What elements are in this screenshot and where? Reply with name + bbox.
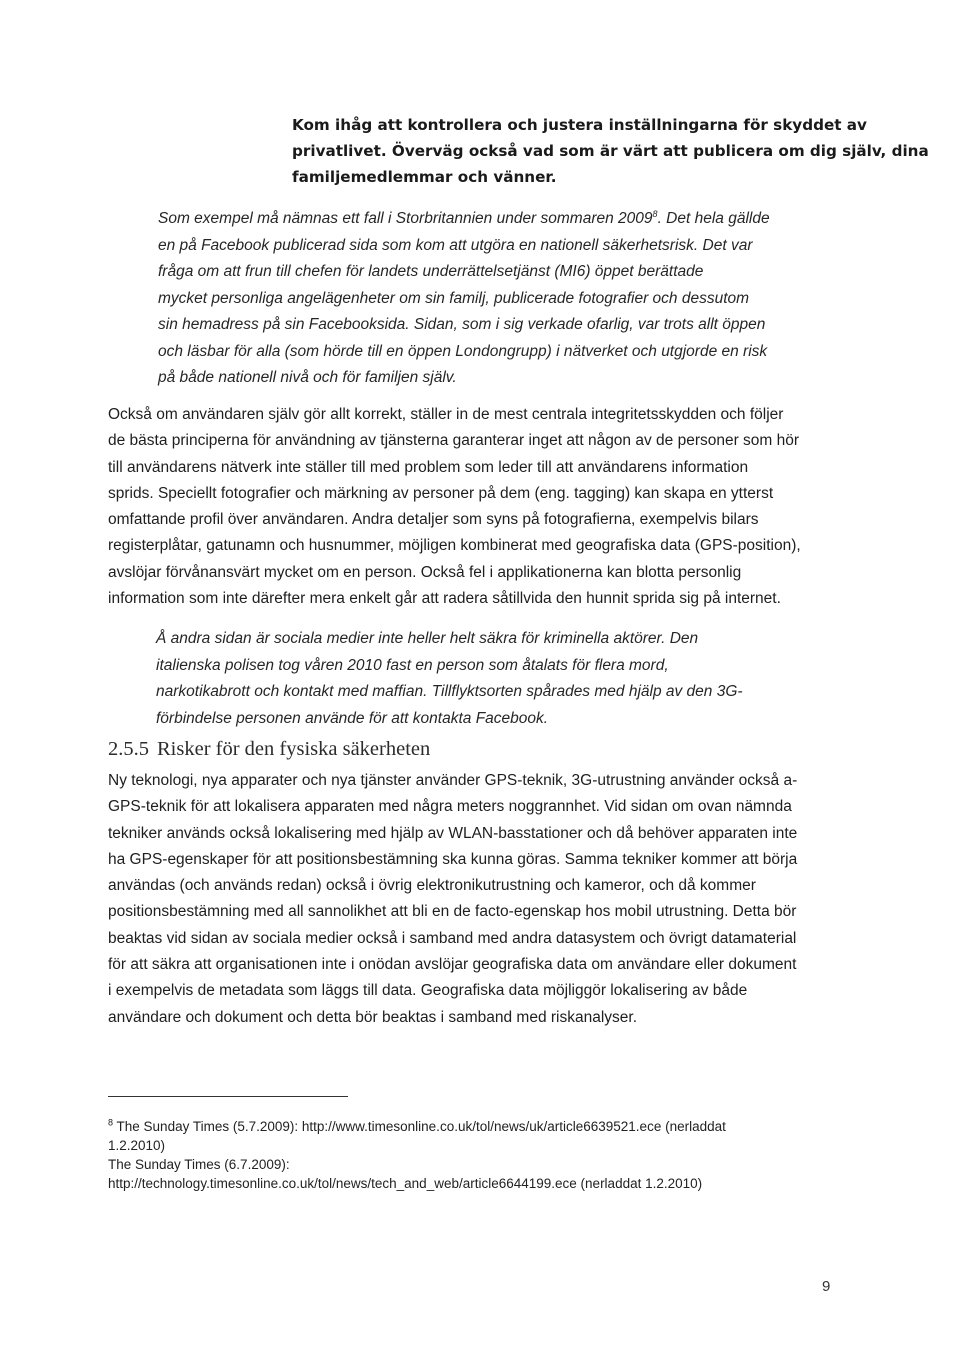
paragraph-line: för att säkra att organisationen inte i onödan avslöjar geografiska data om användare eller dokument: [108, 956, 797, 974]
quote-line: förbindelse personen använde för att kontakta Facebook.: [156, 709, 549, 727]
quote-text: Som exempel må nämnas ett fall i Storbritannien under sommaren 2009: [158, 210, 653, 227]
quote-line: narkotikabrott och kontakt med maffian. Tillflyktsorten spårades med hjälp av den 3G-: [156, 683, 743, 700]
paragraph-line: Också om användaren själv gör allt korrekt, ställer in de mest centrala integritetsskydden och följer: [108, 406, 784, 423]
paragraph-line: GPS-teknik för att lokalisera apparaten med några meters noggrannhet. Vid sidan om ovan nämnda: [108, 798, 792, 816]
example-quote-mi6: [158, 206, 808, 392]
paragraph-line: användare och dokument och detta bör beaktas i samband med riskanalyser.: [108, 1008, 638, 1026]
paragraph-line: beaktas vid sidan av sociala medier också i samband med andra datasystem och övrigt datamaterial: [108, 929, 797, 947]
example-quote-italian-police: [156, 626, 796, 732]
footnote-reference[interactable]: 8: [652, 208, 658, 219]
paragraph-line: de bästa principerna för användning av tjänsterna garanterar inget att någon av de personer som hör: [108, 432, 800, 450]
body-paragraph-gps: [108, 768, 848, 1031]
footnote-text[interactable]: The Sunday Times (5.7.2009): http://www.timesonline.co.uk/tol/news/uk/article6639521.ece (nerladdat: [116, 1119, 726, 1134]
section-title: Risker för den fysiska säkerheten: [157, 738, 431, 760]
body-paragraph-network-risk: [108, 402, 848, 612]
footnote-divider: [108, 1096, 348, 1097]
footnote-line: The Sunday Times (6.7.2009):: [108, 1157, 290, 1172]
quote-line: och läsbar för alla (som hörde till en öppen Londongrupp) i nätverket och utgjorde en risk: [158, 342, 768, 360]
quote-line: mycket personliga angelägenheter om sin familj, publicerade fotografier och dessutom: [158, 289, 750, 307]
footnote-line: [108, 1117, 838, 1136]
paragraph-line: positionsbestämning med all sannolikhet att bli en de facto-egenskap hos mobil utrustning. Detta bör: [108, 903, 797, 921]
paragraph-line: ha GPS-egenskaper för att positionsbestämning ska kunna göras. Samma tekniker kommer att börja: [108, 850, 798, 868]
footnote: [108, 1117, 838, 1193]
quote-line: sin hemadress på sin Facebooksida. Sidan, som i sig verkade ofarlig, var trots allt öppen: [158, 316, 766, 333]
privacy-reminder-callout: [292, 112, 929, 190]
callout-line: Kom ihåg att kontrollera och justera inställningarna för skyddet av: [292, 116, 867, 134]
quote-line: italienska polisen tog våren 2010 fast en person som åtalats för flera mord,: [156, 656, 669, 674]
paragraph-line: Ny teknologi, nya apparater och nya tjänster använder GPS-teknik, 3G-utrustning använder också a-: [108, 772, 798, 789]
paragraph-line: tekniker används också lokalisering med hjälp av WLAN-basstationer och då behöver apparaten inte: [108, 824, 798, 842]
footnote-line[interactable]: http://technology.timesonline.co.uk/tol/news/tech_and_web/article6644199.ece (nerladdat 1.2.2010): [108, 1176, 703, 1191]
quote-line: på både nationell nivå och för familjen själv.: [158, 369, 457, 386]
paragraph-line: information som inte därefter mera enkelt går att radera såtillvida den hunnit sprida sig på internet.: [108, 590, 781, 608]
paragraph-line: omfattande profil över användaren. Andra detaljer som syns på fotografierna, exempelvis bilars: [108, 511, 759, 529]
quote-line: fråga om att frun till chefen för landets underrättelsetjänst (MI6) öppet berättade: [158, 263, 704, 280]
paragraph-line: sprids. Speciellt fotografier och märkning av personer på dem (eng. tagging) kan skapa en ytterst: [108, 484, 774, 502]
page-number: 9: [822, 1278, 831, 1295]
quote-text: . Det hela gällde: [657, 210, 770, 227]
section-number: 2.5.5: [108, 738, 149, 760]
section-heading: [108, 738, 430, 761]
footnote-marker: 8: [108, 1117, 114, 1128]
paragraph-line: till användarens nätverk inte ställer till med problem som leder till att användarens information: [108, 458, 749, 476]
paragraph-line: i exempelvis de metadata som läggs till data. Geografiska data möjliggör lokalisering av både: [108, 982, 748, 1000]
callout-line: privatlivet. Överväg också vad som är värt att publicera om dig själv, dina: [292, 142, 929, 160]
quote-line: [158, 206, 808, 233]
quote-line: en på Facebook publicerad sida som kom att utgöra en nationell säkerhetsrisk. Det var: [158, 236, 753, 254]
quote-line: Å andra sidan är sociala medier inte heller helt säkra för kriminella aktörer. Den: [156, 630, 699, 647]
paragraph-line: registerplåtar, gatunamn och husnummer, möjligen kombinerat med geografiska data (GPS-position),: [108, 537, 801, 555]
callout-line: familjemedlemmar och vänner.: [292, 168, 557, 186]
paragraph-line: avslöjar förvånansvärt mycket om en person. Också fel i applikationerna kan blotta personlig: [108, 563, 742, 581]
footnote-line: 1.2.2010): [108, 1138, 166, 1153]
paragraph-line: användas (och används redan) också i övrig elektronikutrustning och kameror, och då kommer: [108, 877, 756, 895]
